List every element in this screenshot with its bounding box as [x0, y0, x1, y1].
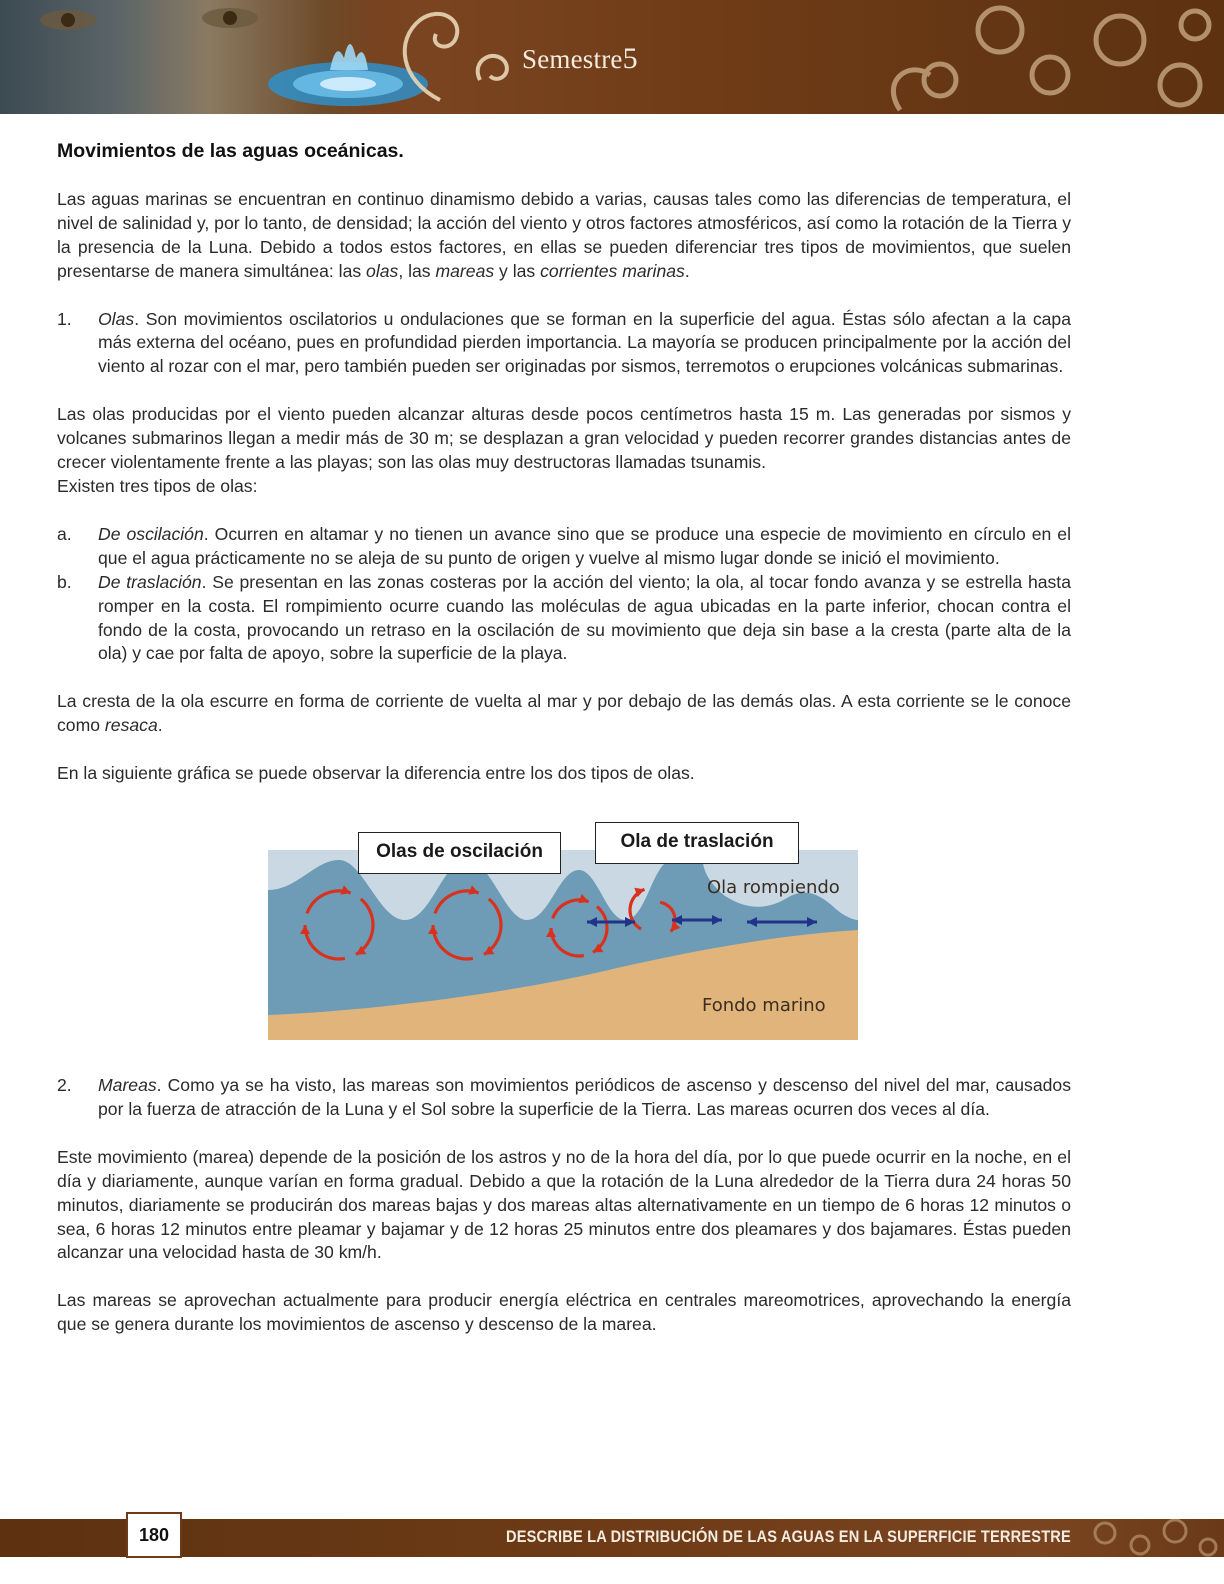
label-ola-rompiendo: Ola rompiendo: [707, 877, 840, 899]
water-drop-icon: [330, 44, 368, 70]
pupil-right-icon: [223, 11, 237, 25]
swirl-ornament-icon: [405, 14, 507, 100]
list-item-olas: 1. Olas. Son movimientos oscilatorios u ondulaciones que se forman en la superficie del agua. Éstas sólo afectan a la capa más externa del océano, pues en profundidad pierden importancia. La mayoría se producen principalmente por la acción del viento al rozar con el mar, pero también pueden ser originadas por sismos, terremotos o erupciones volcánicas submarinas.: [57, 308, 1071, 380]
waves-diagram: [57, 800, 1071, 1050]
footer-title: DESCRIBE LA DISTRIBUCIÓN DE LAS AGUAS EN LA SUPERFICIE TERRESTRE: [506, 1527, 1071, 1546]
energia-paragraph: Las mareas se aprovechan actualmente para producir energía eléctrica en centrales mareomotrices, aprovechando la energía que se genera durante los movimientos de ascenso y descenso de la marea.: [57, 1290, 1071, 1335]
label-ola-traslacion: Ola de traslación: [595, 822, 799, 864]
header-banner: [0, 0, 1224, 114]
section-heading: Movimientos de las aguas oceánicas.: [57, 140, 404, 162]
page-number: 180: [126, 1512, 182, 1558]
list-marker: b.: [57, 571, 72, 592]
list-marker: 1.: [57, 308, 72, 329]
semester-number: 5: [622, 42, 638, 75]
label-olas-oscilacion: Olas de oscilación: [358, 832, 561, 874]
cresta-paragraph: La cresta de la ola escurre en forma de corriente de vuelta al mar y por debajo de las demás olas. A esta corriente se le conoce como resaca.: [57, 691, 1071, 736]
list-item-oscilacion: a. De oscilación. Ocurren en altamar y no tienen un avance sino que se produce una especie de movimiento en círculo en el que el agua prácticamente no se aleja de su punto de origen y vuelve al mismo lugar donde se inició el movimiento.: [57, 523, 1071, 571]
semester-title: [522, 42, 638, 76]
waves-illustration: [57, 800, 1071, 1050]
marea-paragraph: Este movimiento (marea) depende de la posición de los astros y no de la hora del día, por lo que puede ocurrir en la noche, en el día y diariamente, aunque varían en forma gradual. Debido a que la rotación de la Luna alrededor de la Tierra dura 24 horas 50 minutos, diariamente se producirán dos mareas bajas y dos mareas altas alternativamente en un tiempo de 6 horas 12 minutos o sea, 6 horas 12 minutos entre pleamar y bajamar y de 12 horas 25 minutos entre dos pleamares y dos bajamares. Éstas pueden alcanzar una velocidad hasta de 30 km/h.: [57, 1146, 1071, 1263]
list-marker: 2.: [57, 1075, 72, 1096]
olas-paragraph: Las olas producidas por el viento pueden alcanzar alturas desde pocos centímetros hasta 15 m. Las generadas por sismos y volcanes submarinos llegan a medir más de 30 m; se desplazan a gran velocidad y pueden recorrer grandes distancias antes de crecer violentamente frente a las playas; son las olas muy destructoras llamadas tsunamis.: [57, 404, 1071, 473]
main-content: [57, 140, 1071, 1361]
pupil-left-icon: [61, 13, 75, 27]
semester-word: Semestre: [522, 44, 623, 74]
grafica-paragraph: En la siguiente gráfica se puede observar la diferencia entre los dos tipos de olas.: [57, 763, 695, 784]
list-marker: a.: [57, 523, 72, 544]
list-item-traslacion: b. De traslación. Se presentan en las zonas costeras por la acción del viento; la ola, al tocar fondo avanza y se estrella hasta romper en la costa. El rompimiento ocurre cuando las moléculas de agua ubicadas en la parte inferior, chocan contra el fondo de la costa, provocando un retraso en la oscilación de su movimiento que deja sin base a la cresta (parte alta de la ola) y cae por falta de apoyo, sobre la superficie de la playa.: [57, 571, 1071, 667]
label-fondo-marino: Fondo marino: [702, 995, 826, 1017]
list-item-mareas: 2. Mareas. Como ya se ha visto, las mareas son movimientos periódicos de ascenso y descenso del nivel del mar, causados por la fuerza de atracción de la Luna y el Sol sobre la superficie de la Tierra. Las mareas ocurren dos veces al día.: [57, 1074, 1071, 1122]
tipos-paragraph: Existen tres tipos de olas:: [57, 475, 258, 496]
intro-paragraph: Las aguas marinas se encuentran en continuo dinamismo debido a varias, causas tales como las diferencias de temperatura, el nivel de salinidad y, por lo tanto, de densidad; la acción del viento y otros factores atmosféricos, así como la rotación de la Tierra y la presencia de la Luna. Debido a todos estos factores, en ellas se pueden diferenciar tres tipos de movimientos, que suelen presentarse de manera simultánea: las olas, las mareas y las corrientes marinas.: [57, 188, 1071, 281]
